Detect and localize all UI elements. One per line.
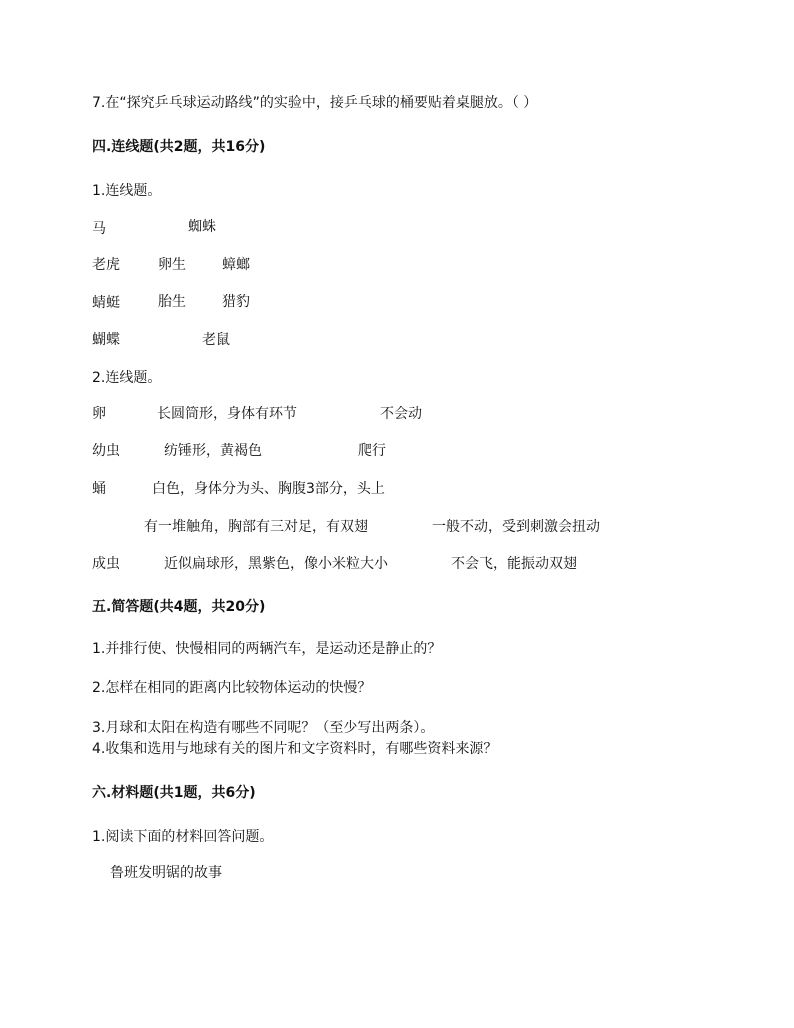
feature-item: 白色，身体分为头、胸腹3部分，头上 — [152, 481, 385, 497]
behavior-item: 一般不动，受到刺激会扭动 — [432, 519, 600, 535]
stage-item: 蛹 — [92, 481, 106, 497]
matching-q1-title: 1.连线题。 — [92, 183, 162, 199]
short-answer-question: 4.收集和选用与地球有关的图片和文字资料时，有哪些资料来源？ — [92, 741, 498, 757]
matching-q2-title: 2.连线题。 — [92, 370, 162, 386]
feature-item: 有一堆触角，胸部有三对足，有双翅 — [144, 519, 368, 535]
short-answer-question: 3.月球和太阳在构造有哪些不同呢？（至少写出两条）。 — [92, 720, 435, 736]
feature-item: 长圆筒形，身体有环节 — [157, 406, 297, 422]
stage-item: 卵 — [92, 406, 106, 422]
stage-item: 成虫 — [92, 556, 120, 572]
question-7: 7.在“探究乒乓球运动路线”的实验中，接乒乓球的桶要贴着桌腿放。（ ） — [92, 95, 538, 111]
material-question: 1.阅读下面的材料回答问题。 — [92, 829, 274, 845]
animal-item: 蜻蜓 — [92, 295, 120, 311]
reproduction-item: 卵生 — [158, 257, 186, 273]
section-5-heading: 五.简答题(共4题，共20分) — [92, 599, 266, 615]
section-4-heading: 四.连线题(共2题，共16分) — [92, 139, 266, 155]
animal-item: 蜘蛛 — [188, 219, 216, 235]
animal-item: 蟑螂 — [222, 257, 250, 273]
behavior-item: 不会飞，能振动双翅 — [451, 556, 577, 572]
reproduction-item: 胎生 — [158, 294, 186, 310]
behavior-item: 不会动 — [380, 406, 422, 422]
feature-item: 近似扁球形，黑紫色，像小米粒大小 — [164, 556, 388, 572]
section-6-heading: 六.材料题(共1题，共6分) — [92, 785, 256, 801]
animal-item: 蝴蝶 — [92, 332, 120, 348]
behavior-item: 爬行 — [358, 443, 386, 459]
short-answer-question: 1.并排行使、快慢相同的两辆汽车，是运动还是静止的？ — [92, 641, 442, 657]
animal-item: 老虎 — [92, 257, 120, 273]
feature-item: 纺锤形，黄褐色 — [164, 443, 262, 459]
stage-item: 幼虫 — [92, 443, 120, 459]
animal-item: 老鼠 — [202, 332, 230, 348]
animal-item: 猎豹 — [222, 294, 250, 310]
short-answer-question: 2.怎样在相同的距离内比较物体运动的快慢？ — [92, 680, 372, 696]
animal-item: 马 — [92, 221, 106, 237]
story-title: 鲁班发明锯的故事 — [110, 865, 222, 881]
